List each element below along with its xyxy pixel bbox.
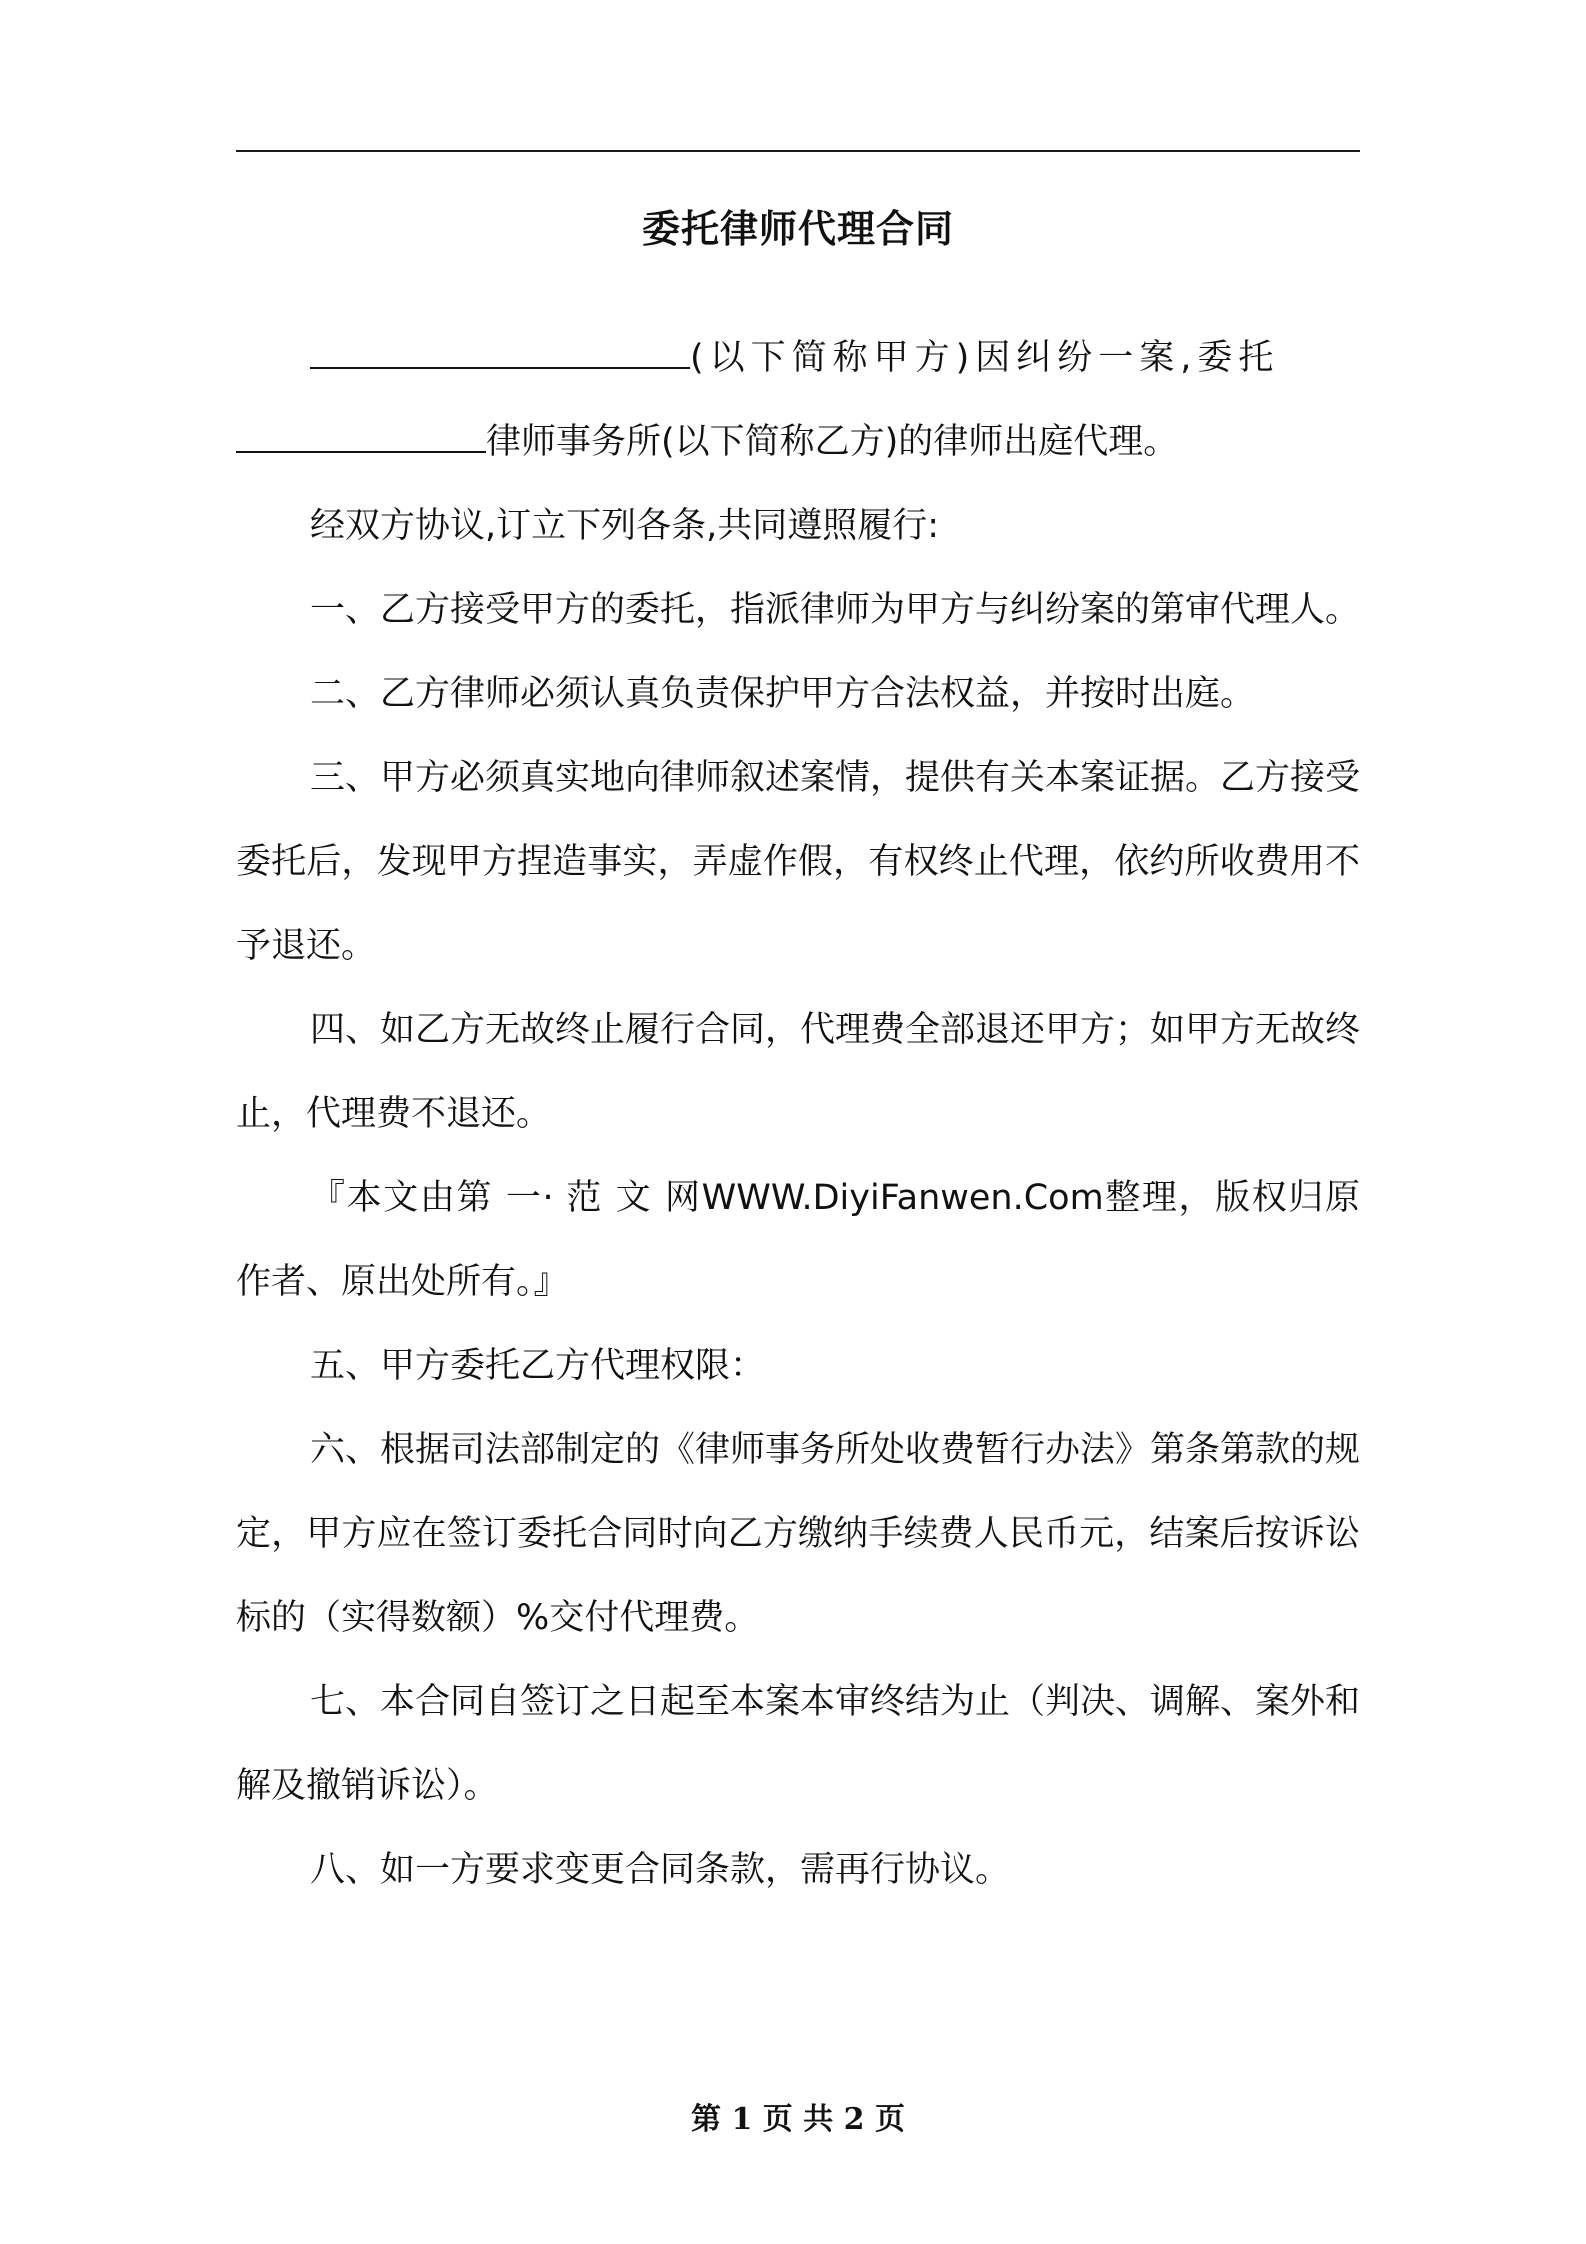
document-title: 委托律师代理合同	[641, 207, 954, 251]
intro-part-2: 律师事务所(以下简称乙方)的律师出庭代理。	[486, 422, 1179, 462]
paragraph-clause-6: 六、根据司法部制定的《律师事务所处收费暂行办法》第条第款的规定，甲方应在签订委托合同时向乙方缴纳手续费人民币元，结案后按诉讼标的（实得数额）%交付代理费。	[236, 1430, 1361, 1638]
paragraph-clause-1: 一、乙方接受甲方的委托，指派律师为甲方与纠纷案的第审代理人。	[310, 590, 1361, 630]
intro-part-1: (以下简称甲方)因纠纷一案,委托	[690, 338, 1280, 378]
paragraph-clause-8: 八、如一方要求变更合同条款，需再行协议。	[310, 1850, 1011, 1890]
paragraph-clause-2: 二、乙方律师必须认真负责保护甲方合法权益，并按时出庭。	[310, 674, 1256, 714]
paragraph-agreement: 经双方协议,订立下列各条,共同遵照履行:	[310, 506, 940, 546]
intro-paragraph	[236, 316, 1360, 484]
paragraph-source-note: 『本文由第 一· 范 文 网WWW.DiyiFanwen.Com整理，版权归原作者、原出处所有。』	[236, 1178, 1360, 1302]
paragraph-clause-7: 七、本合同自签订之日起至本案本审终结为止（判决、调解、案外和解及撤销诉讼）。	[236, 1682, 1361, 1806]
paragraph-clause-5: 五、甲方委托乙方代理权限：	[310, 1346, 766, 1386]
party-a-blank	[310, 337, 690, 369]
paragraph-clause-3: 三、甲方必须真实地向律师叙述案情，提供有关本案证据。乙方接受委托后，发现甲方捏造事实，弄虚作假，有权终止代理，依约所收费用不予退还。	[236, 758, 1361, 966]
header-rule	[236, 150, 1360, 152]
page-number: 第 1 页 共 2 页	[691, 2102, 905, 2137]
law-firm-blank	[236, 421, 486, 453]
paragraph-clause-4: 四、如乙方无故终止履行合同，代理费全部退还甲方；如甲方无故终止，代理费不退还。	[236, 1010, 1361, 1134]
document-body	[236, 316, 1360, 1912]
